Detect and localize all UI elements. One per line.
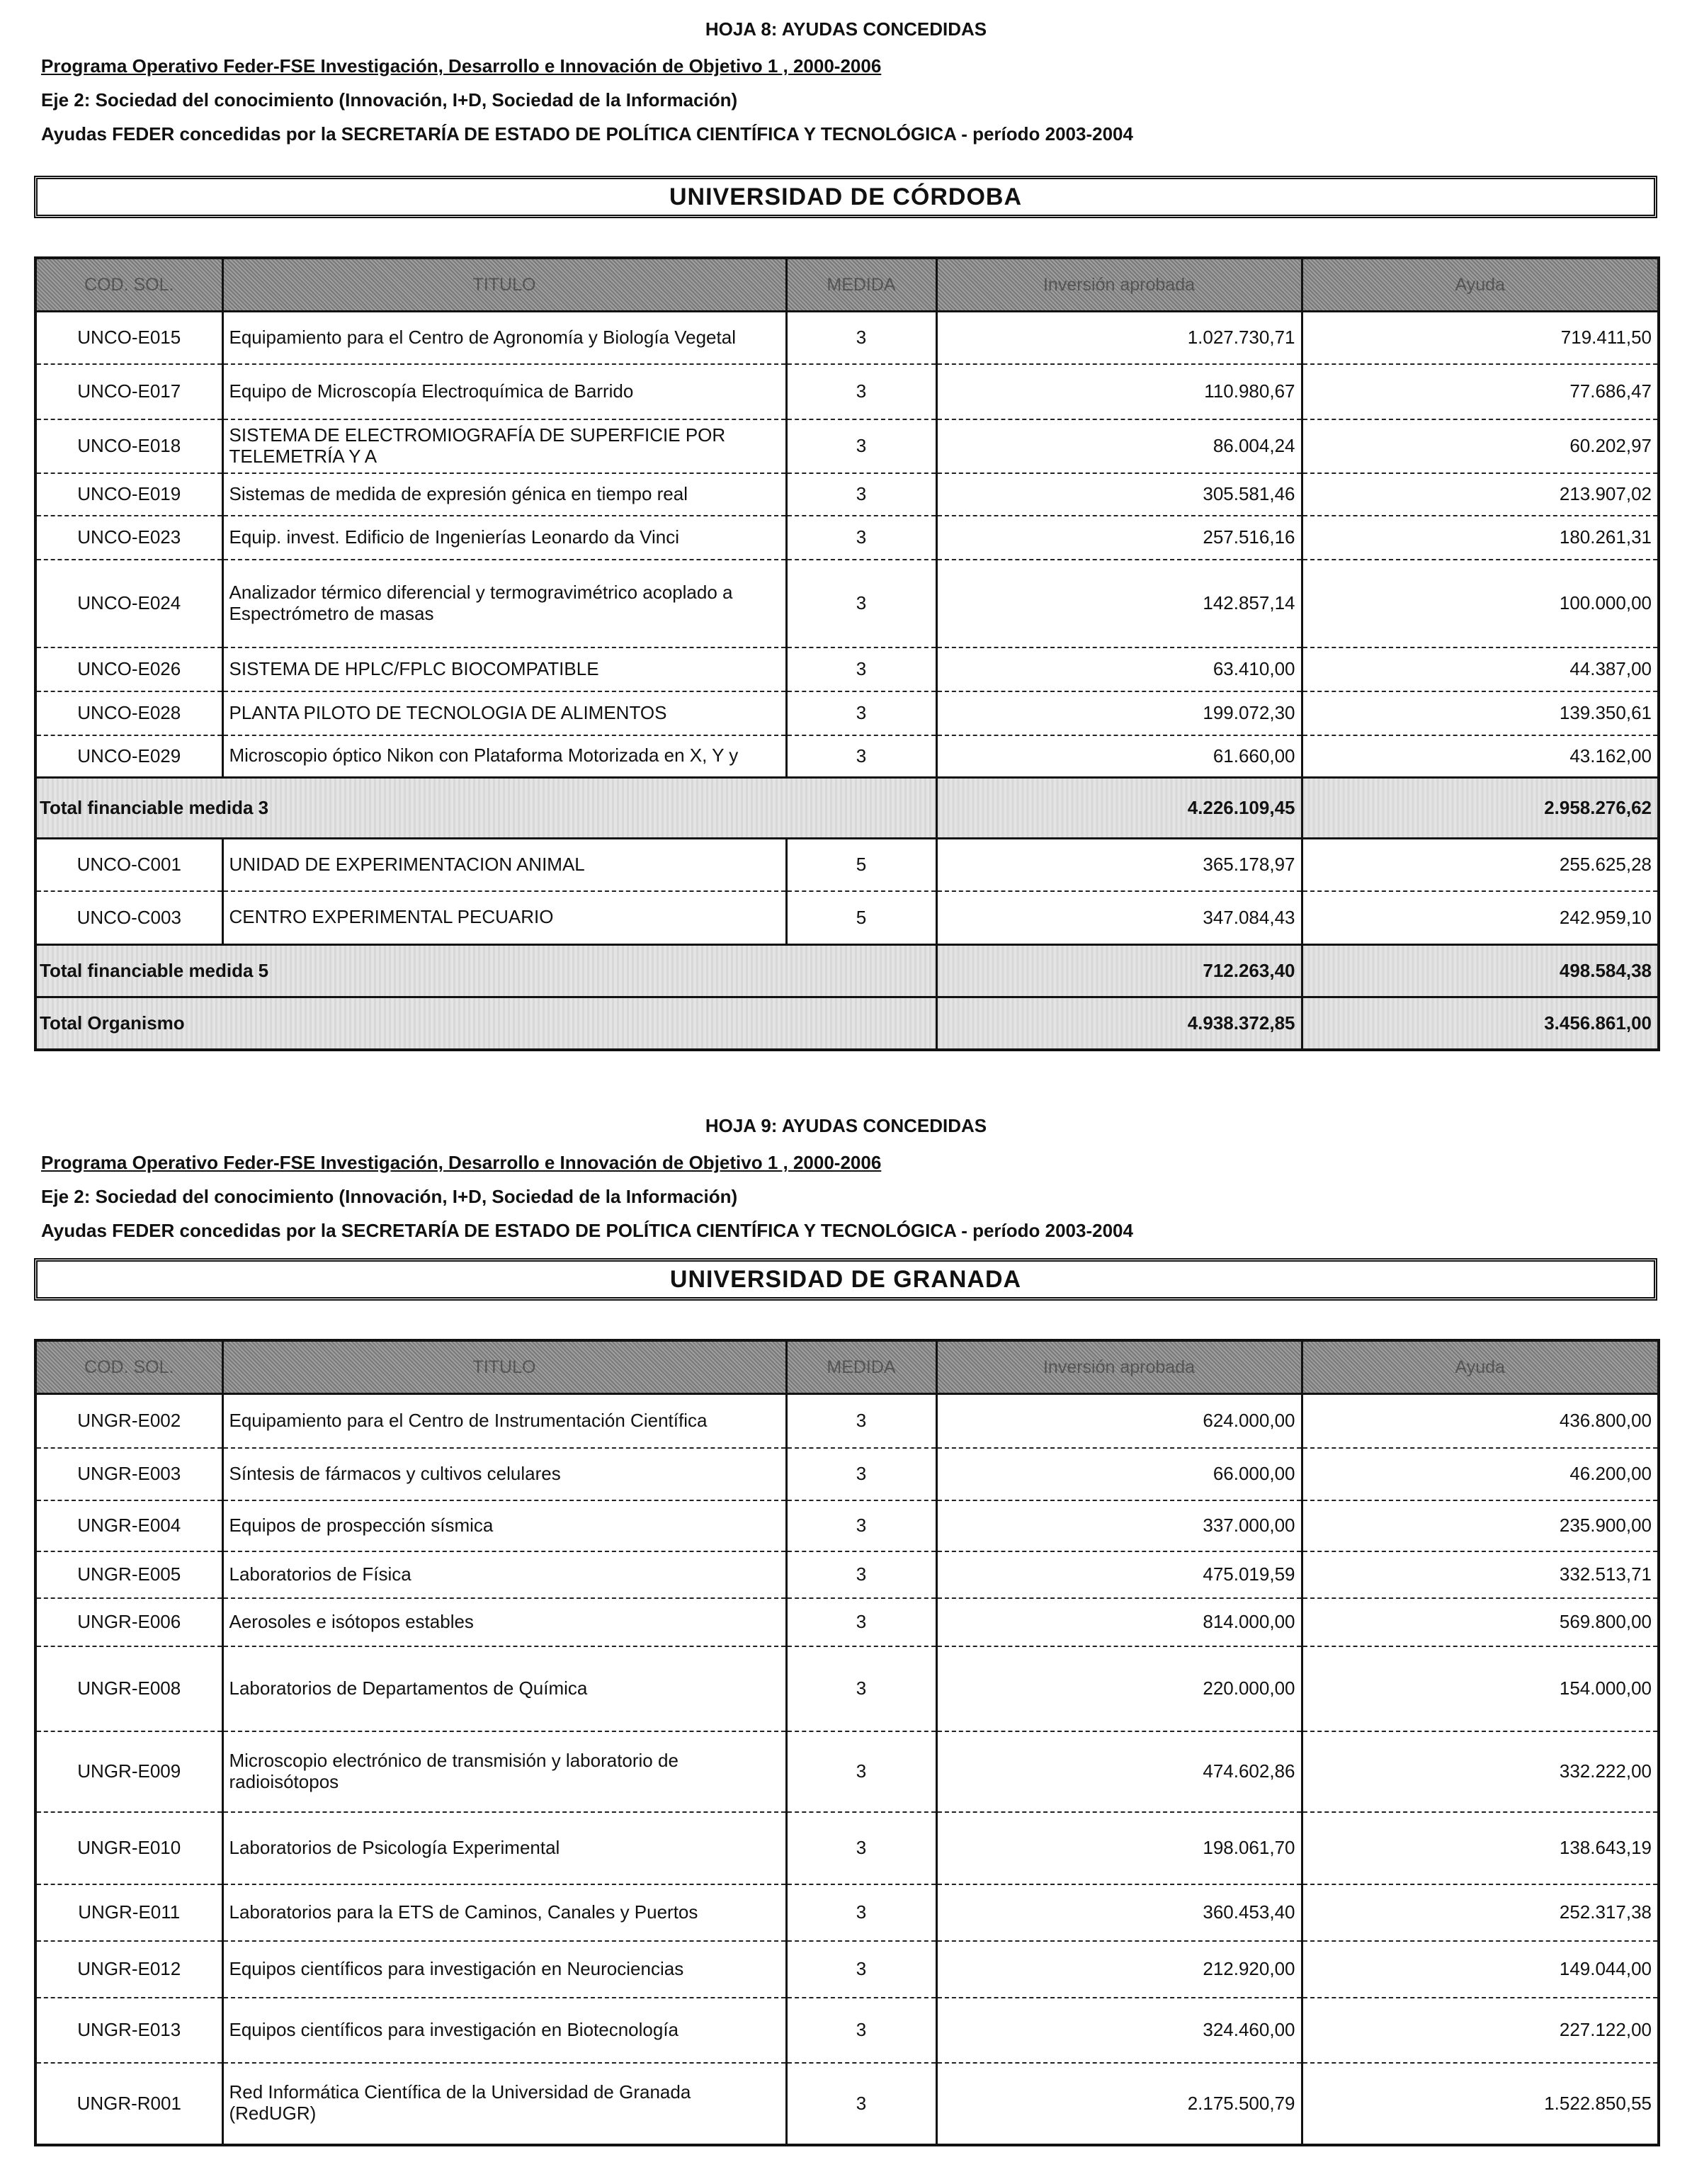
table-header-row xyxy=(35,258,1659,312)
cell-ayuda: 719.411,50 xyxy=(1302,312,1659,364)
table-row xyxy=(35,473,1659,516)
cell-cod: UNGR-E004 xyxy=(35,1500,222,1551)
cell-ayuda: 154.000,00 xyxy=(1302,1646,1659,1731)
cell-inversion: 66.000,00 xyxy=(936,1448,1302,1500)
cell-titulo: Equipos científicos para investigación en Biotecnología xyxy=(222,1998,786,2063)
cell-ayuda: 77.686,47 xyxy=(1302,364,1659,419)
cell-ayuda: 44.387,00 xyxy=(1302,647,1659,691)
cell-titulo: Laboratorios de Física xyxy=(222,1551,786,1598)
cell-medida: 3 xyxy=(786,419,936,473)
cell-medida: 3 xyxy=(786,1598,936,1646)
total-inversion: 4.938.372,85 xyxy=(936,997,1302,1050)
cell-cod: UNGR-E011 xyxy=(35,1884,222,1941)
table-row xyxy=(35,891,1659,945)
cell-ayuda: 43.162,00 xyxy=(1302,735,1659,778)
cell-titulo: CENTRO EXPERIMENTAL PECUARIO xyxy=(222,891,786,945)
cell-cod: UNGR-E003 xyxy=(35,1448,222,1500)
col-header-cod: COD. SOL. xyxy=(35,1340,222,1394)
col-header-titulo: TITULO xyxy=(222,1340,786,1394)
cell-medida: 3 xyxy=(786,473,936,516)
cell-cod: UNCO-E023 xyxy=(35,516,222,560)
cell-cod: UNGR-E006 xyxy=(35,1598,222,1646)
axis-title: Eje 2: Sociedad del conocimiento (Innovación, I+D, Sociedad de la Información) xyxy=(41,89,738,111)
total-ayuda: 2.958.276,62 xyxy=(1302,778,1659,839)
cell-ayuda: 139.350,61 xyxy=(1302,691,1659,735)
cell-medida: 3 xyxy=(786,516,936,560)
cell-titulo: SISTEMA DE ELECTROMIOGRAFÍA DE SUPERFICIE POR TELEMETRÍA Y A xyxy=(222,419,786,473)
cell-ayuda: 227.122,00 xyxy=(1302,1998,1659,2063)
cell-titulo: Sistemas de medida de expresión génica en tiempo real xyxy=(222,473,786,516)
cell-cod: UNCO-E024 xyxy=(35,560,222,647)
cell-titulo: SISTEMA DE HPLC/FPLC BIOCOMPATIBLE xyxy=(222,647,786,691)
cell-cod: UNCO-E017 xyxy=(35,364,222,419)
col-header-medida: MEDIDA xyxy=(786,258,936,312)
table-header-row xyxy=(35,1340,1659,1394)
cell-medida: 3 xyxy=(786,1884,936,1941)
cell-inversion: 1.027.730,71 xyxy=(936,312,1302,364)
cell-titulo: Equipamiento para el Centro de Agronomía y Biología Vegetal xyxy=(222,312,786,364)
cell-inversion: 365.178,97 xyxy=(936,839,1302,891)
total-row-organismo xyxy=(35,997,1659,1050)
sheet-title: HOJA 8: AYUDAS CONCEDIDAS xyxy=(705,18,987,40)
cell-inversion: 324.460,00 xyxy=(936,1998,1302,2063)
cell-ayuda: 180.261,31 xyxy=(1302,516,1659,560)
grant-line: Ayudas FEDER concedidas por la SECRETARÍA DE ESTADO DE POLÍTICA CIENTÍFICA Y TECNOLÓGICA - período 2003-2004 xyxy=(41,1220,1133,1241)
total-label: Total financiable medida 5 xyxy=(35,945,936,997)
table-row xyxy=(35,1998,1659,2063)
cell-ayuda: 255.625,28 xyxy=(1302,839,1659,891)
total-inversion: 712.263,40 xyxy=(936,945,1302,997)
cell-inversion: 63.410,00 xyxy=(936,647,1302,691)
table-row xyxy=(35,647,1659,691)
cell-titulo: UNIDAD DE EXPERIMENTACION ANIMAL xyxy=(222,839,786,891)
total-row-medida-3 xyxy=(35,778,1659,839)
cell-ayuda: 60.202,97 xyxy=(1302,419,1659,473)
cell-inversion: 475.019,59 xyxy=(936,1551,1302,1598)
cell-medida: 3 xyxy=(786,364,936,419)
cell-ayuda: 569.800,00 xyxy=(1302,1598,1659,1646)
cell-inversion: 61.660,00 xyxy=(936,735,1302,778)
sheet-title: HOJA 9: AYUDAS CONCEDIDAS xyxy=(705,1115,987,1136)
cell-inversion: 110.980,67 xyxy=(936,364,1302,419)
table-row xyxy=(35,312,1659,364)
cell-titulo: Laboratorios de Departamentos de Química xyxy=(222,1646,786,1731)
cell-inversion: 814.000,00 xyxy=(936,1598,1302,1646)
col-header-ayuda: Ayuda xyxy=(1302,258,1659,312)
table-row xyxy=(35,419,1659,473)
cell-inversion: 624.000,00 xyxy=(936,1394,1302,1448)
table-row xyxy=(35,1646,1659,1731)
total-ayuda: 3.456.861,00 xyxy=(1302,997,1659,1050)
table-row xyxy=(35,516,1659,560)
total-row-medida-5 xyxy=(35,945,1659,997)
col-header-cod: COD. SOL. xyxy=(35,258,222,312)
cell-medida: 3 xyxy=(786,735,936,778)
cell-titulo: Síntesis de fármacos y cultivos celulares xyxy=(222,1448,786,1500)
cell-cod: UNGR-E002 xyxy=(35,1394,222,1448)
cell-medida: 3 xyxy=(786,1998,936,2063)
cell-titulo: Equipo de Microscopía Electroquímica de Barrido xyxy=(222,364,786,419)
table-row xyxy=(35,839,1659,891)
cell-cod: UNCO-C003 xyxy=(35,891,222,945)
cell-cod: UNGR-E009 xyxy=(35,1731,222,1812)
cell-medida: 3 xyxy=(786,1500,936,1551)
table-row xyxy=(35,735,1659,778)
cell-medida: 3 xyxy=(786,1941,936,1998)
grants-table xyxy=(34,256,1660,1051)
cell-medida: 3 xyxy=(786,647,936,691)
cell-cod: UNCO-E026 xyxy=(35,647,222,691)
total-inversion: 4.226.109,45 xyxy=(936,778,1302,839)
cell-titulo: Microscopio óptico Nikon con Plataforma Motorizada en X, Y y xyxy=(222,735,786,778)
cell-inversion: 142.857,14 xyxy=(936,560,1302,647)
cell-titulo: Red Informática Científica de la Universidad de Granada (RedUGR) xyxy=(222,2063,786,2145)
cell-cod: UNGR-E010 xyxy=(35,1812,222,1884)
cell-cod: UNGR-E008 xyxy=(35,1646,222,1731)
cell-medida: 3 xyxy=(786,560,936,647)
cell-ayuda: 332.222,00 xyxy=(1302,1731,1659,1812)
axis-title: Eje 2: Sociedad del conocimiento (Innovación, I+D, Sociedad de la Información) xyxy=(41,1186,738,1207)
cell-cod: UNCO-E028 xyxy=(35,691,222,735)
table-row xyxy=(35,2063,1659,2145)
grant-line: Ayudas FEDER concedidas por la SECRETARÍA DE ESTADO DE POLÍTICA CIENTÍFICA Y TECNOLÓGICA - período 2003-2004 xyxy=(41,123,1133,145)
cell-ayuda: 46.200,00 xyxy=(1302,1448,1659,1500)
cell-cod: UNCO-E015 xyxy=(35,312,222,364)
cell-medida: 3 xyxy=(786,1646,936,1731)
cell-medida: 3 xyxy=(786,1448,936,1500)
cell-inversion: 474.602,86 xyxy=(936,1731,1302,1812)
grants-table xyxy=(34,1339,1660,2146)
cell-titulo: Laboratorios para la ETS de Caminos, Canales y Puertos xyxy=(222,1884,786,1941)
col-header-inversion: Inversión aprobada xyxy=(936,1340,1302,1394)
table-row xyxy=(35,1812,1659,1884)
cell-inversion: 257.516,16 xyxy=(936,516,1302,560)
cell-titulo: Equipamiento para el Centro de Instrumentación Científica xyxy=(222,1394,786,1448)
program-title: Programa Operativo Feder-FSE Investigación, Desarrollo e Innovación de Objetivo 1 , 2000-2006 xyxy=(41,1152,882,1173)
total-label: Total financiable medida 3 xyxy=(35,778,936,839)
cell-cod: UNGR-R001 xyxy=(35,2063,222,2145)
cell-inversion: 198.061,70 xyxy=(936,1812,1302,1884)
cell-titulo: Aerosoles e isótopos estables xyxy=(222,1598,786,1646)
cell-medida: 3 xyxy=(786,312,936,364)
table-row xyxy=(35,1394,1659,1448)
cell-medida: 5 xyxy=(786,839,936,891)
cell-ayuda: 235.900,00 xyxy=(1302,1500,1659,1551)
cell-ayuda: 332.513,71 xyxy=(1302,1551,1659,1598)
cell-titulo: Microscopio electrónico de transmisión y laboratorio de radioisótopos xyxy=(222,1731,786,1812)
table-row xyxy=(35,1941,1659,1998)
table-row xyxy=(35,1448,1659,1500)
col-header-titulo: TITULO xyxy=(222,258,786,312)
cell-cod: UNGR-E013 xyxy=(35,1998,222,2063)
table-row xyxy=(35,691,1659,735)
col-header-medida: MEDIDA xyxy=(786,1340,936,1394)
table-row xyxy=(35,1884,1659,1941)
table-row xyxy=(35,1731,1659,1812)
table-row xyxy=(35,1500,1659,1551)
total-ayuda: 498.584,38 xyxy=(1302,945,1659,997)
cell-inversion: 212.920,00 xyxy=(936,1941,1302,1998)
cell-inversion: 305.581,46 xyxy=(936,473,1302,516)
cell-ayuda: 436.800,00 xyxy=(1302,1394,1659,1448)
cell-inversion: 86.004,24 xyxy=(936,419,1302,473)
cell-inversion: 2.175.500,79 xyxy=(936,2063,1302,2145)
cell-medida: 3 xyxy=(786,691,936,735)
cell-medida: 3 xyxy=(786,1812,936,1884)
cell-titulo: PLANTA PILOTO DE TECNOLOGIA DE ALIMENTOS xyxy=(222,691,786,735)
cell-titulo: Laboratorios de Psicología Experimental xyxy=(222,1812,786,1884)
table-row xyxy=(35,1551,1659,1598)
cell-cod: UNGR-E012 xyxy=(35,1941,222,1998)
cell-ayuda: 242.959,10 xyxy=(1302,891,1659,945)
cell-ayuda: 138.643,19 xyxy=(1302,1812,1659,1884)
cell-medida: 3 xyxy=(786,1394,936,1448)
cell-cod: UNCO-C001 xyxy=(35,839,222,891)
cell-ayuda: 252.317,38 xyxy=(1302,1884,1659,1941)
cell-medida: 3 xyxy=(786,2063,936,2145)
col-header-ayuda: Ayuda xyxy=(1302,1340,1659,1394)
cell-titulo: Equipos científicos para investigación en Neurociencias xyxy=(222,1941,786,1998)
cell-cod: UNCO-E029 xyxy=(35,735,222,778)
cell-inversion: 360.453,40 xyxy=(936,1884,1302,1941)
cell-ayuda: 149.044,00 xyxy=(1302,1941,1659,1998)
cell-inversion: 347.084,43 xyxy=(936,891,1302,945)
cell-medida: 5 xyxy=(786,891,936,945)
total-label: Total Organismo xyxy=(35,997,936,1050)
cell-ayuda: 213.907,02 xyxy=(1302,473,1659,516)
table-row xyxy=(35,364,1659,419)
cell-medida: 3 xyxy=(786,1731,936,1812)
table-row xyxy=(35,1598,1659,1646)
cell-inversion: 220.000,00 xyxy=(936,1646,1302,1731)
table-row xyxy=(35,560,1659,647)
cell-titulo: Equip. invest. Edificio de Ingenierías Leonardo da Vinci xyxy=(222,516,786,560)
cell-cod: UNCO-E018 xyxy=(35,419,222,473)
cell-cod: UNGR-E005 xyxy=(35,1551,222,1598)
program-title: Programa Operativo Feder-FSE Investigación, Desarrollo e Innovación de Objetivo 1 , 2000-2006 xyxy=(41,55,882,77)
cell-ayuda: 100.000,00 xyxy=(1302,560,1659,647)
university-title: UNIVERSIDAD DE GRANADA xyxy=(34,1258,1657,1301)
cell-titulo: Equipos de prospección sísmica xyxy=(222,1500,786,1551)
cell-cod: UNCO-E019 xyxy=(35,473,222,516)
col-header-inversion: Inversión aprobada xyxy=(936,258,1302,312)
cell-titulo: Analizador térmico diferencial y termogravimétrico acoplado a Espectrómetro de masas xyxy=(222,560,786,647)
cell-inversion: 337.000,00 xyxy=(936,1500,1302,1551)
cell-ayuda: 1.522.850,55 xyxy=(1302,2063,1659,2145)
cell-inversion: 199.072,30 xyxy=(936,691,1302,735)
cell-medida: 3 xyxy=(786,1551,936,1598)
university-title: UNIVERSIDAD DE CÓRDOBA xyxy=(34,176,1657,218)
